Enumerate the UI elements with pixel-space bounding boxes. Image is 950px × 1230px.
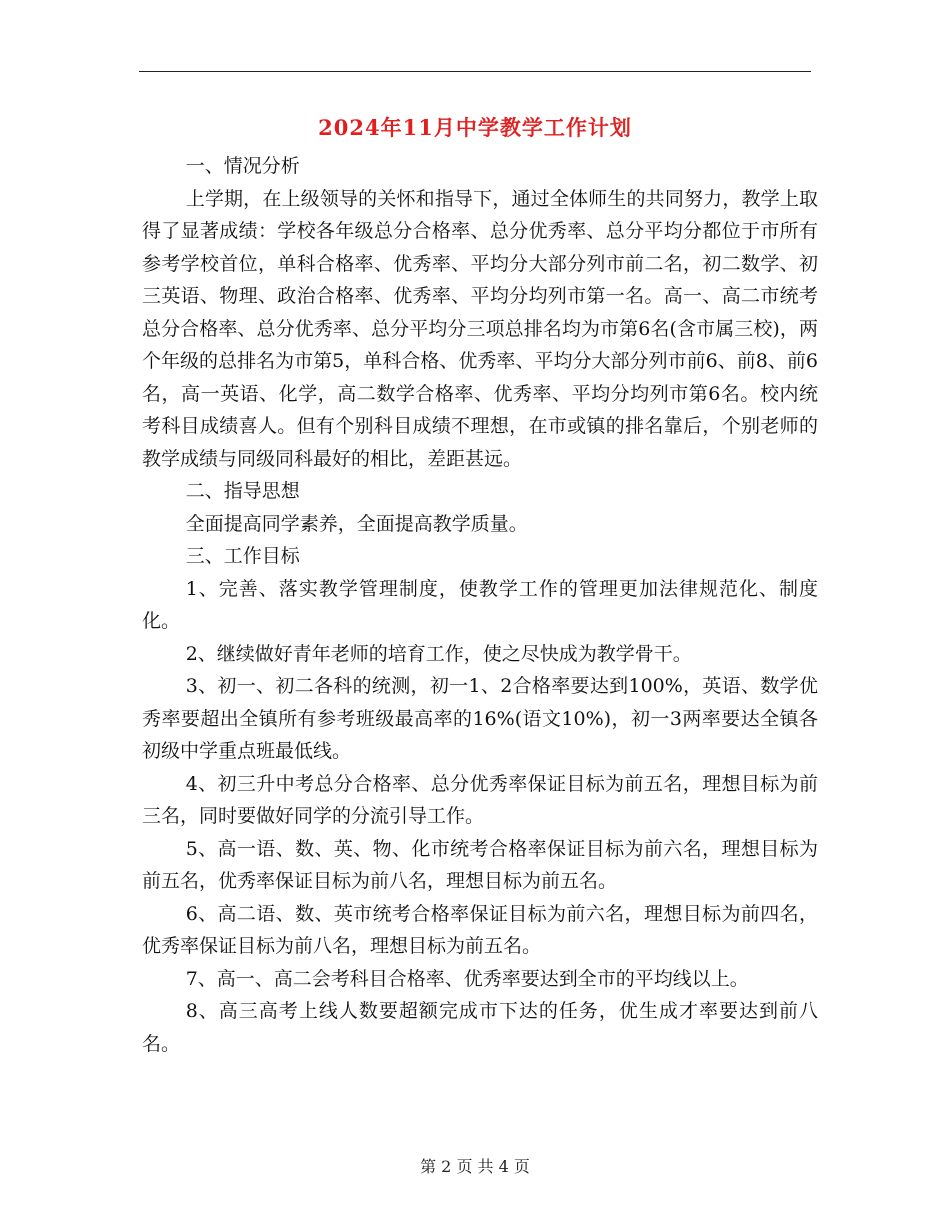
goal-item: 8、高三高考上线人数要超额完成市下达的任务，优生成才率要达到前八名。: [142, 1000, 818, 1055]
header-rule: [139, 71, 811, 72]
goal-item: 4、初三升中考总分合格率、总分优秀率保证目标为前五名，理想目标为前三名，同时要做好同学的分流引导工作。: [142, 772, 818, 827]
goal-item: 5、高一语、数、英、物、化市统考合格率保证目标为前六名，理想目标为前五名，优秀率保证目标为前八名，理想目标为前五名。: [142, 837, 818, 892]
document-title: 2024年11月中学教学工作计划: [318, 115, 632, 140]
paragraph-guiding-thought: 全面提高同学素养，全面提高教学质量。: [185, 512, 528, 535]
page-number-footer: 第 2 页 共 4 页: [420, 1157, 530, 1176]
goal-item: 1、完善、落实教学管理制度，使教学工作的管理更加法律规范化、制度化。: [142, 577, 818, 632]
section-heading-work-goals: 三、工作目标: [185, 545, 300, 567]
document-body: [142, 150, 818, 1060]
section-heading-situation: 一、情况分析: [185, 155, 300, 177]
section-heading-guiding-thought: 二、指导思想: [185, 480, 300, 502]
goal-item: 2、继续做好青年老师的培育工作，使之尽快成为教学骨干。: [185, 642, 692, 665]
goal-item: 7、高一、高二会考科目合格率、优秀率要达到全市的平均线以上。: [185, 967, 749, 990]
goal-item: 3、初一、初二各科的统测，初一1、2合格率要达到100%，英语、数学优秀率要超出全镇所有参考班级最高率的16%(语文10%)，初一3两率要达全镇各初级中学重点班最低线。: [142, 675, 818, 762]
goal-item: 6、高二语、数、英市统考合格率保证目标为前六名，理想目标为前四名，优秀率保证目标为前八名，理想目标为前五名。: [142, 902, 818, 957]
paragraph-situation-analysis: 上学期，在上级领导的关怀和指导下，通过全体师生的共同努力，教学上取得了显著成绩：学校各年级总分合格率、总分优秀率、总分平均分都位于市所有参考学校首位，单科合格率、优秀率、平均分大部分列市前二名，初二数学、初三英语、物理、政治合格率、优秀率、平均分均列市第一名。高一、高二市统考总分合格率、总分优秀率、总分平均分三项总排名均为市第6名(含市属三校)，两个年级的总排名为市第5，单科合格、优秀率、平均分大部分列市前6、前8、前6名，高一英语、化学，高二数学合格率、优秀率、平均分均列市第6名。校内统考科目成绩喜人。但有个别科目成绩不理想，在市或镇的排名靠后，个别老师的教学成绩与同级同科最好的相比，差距甚远。: [142, 187, 818, 470]
